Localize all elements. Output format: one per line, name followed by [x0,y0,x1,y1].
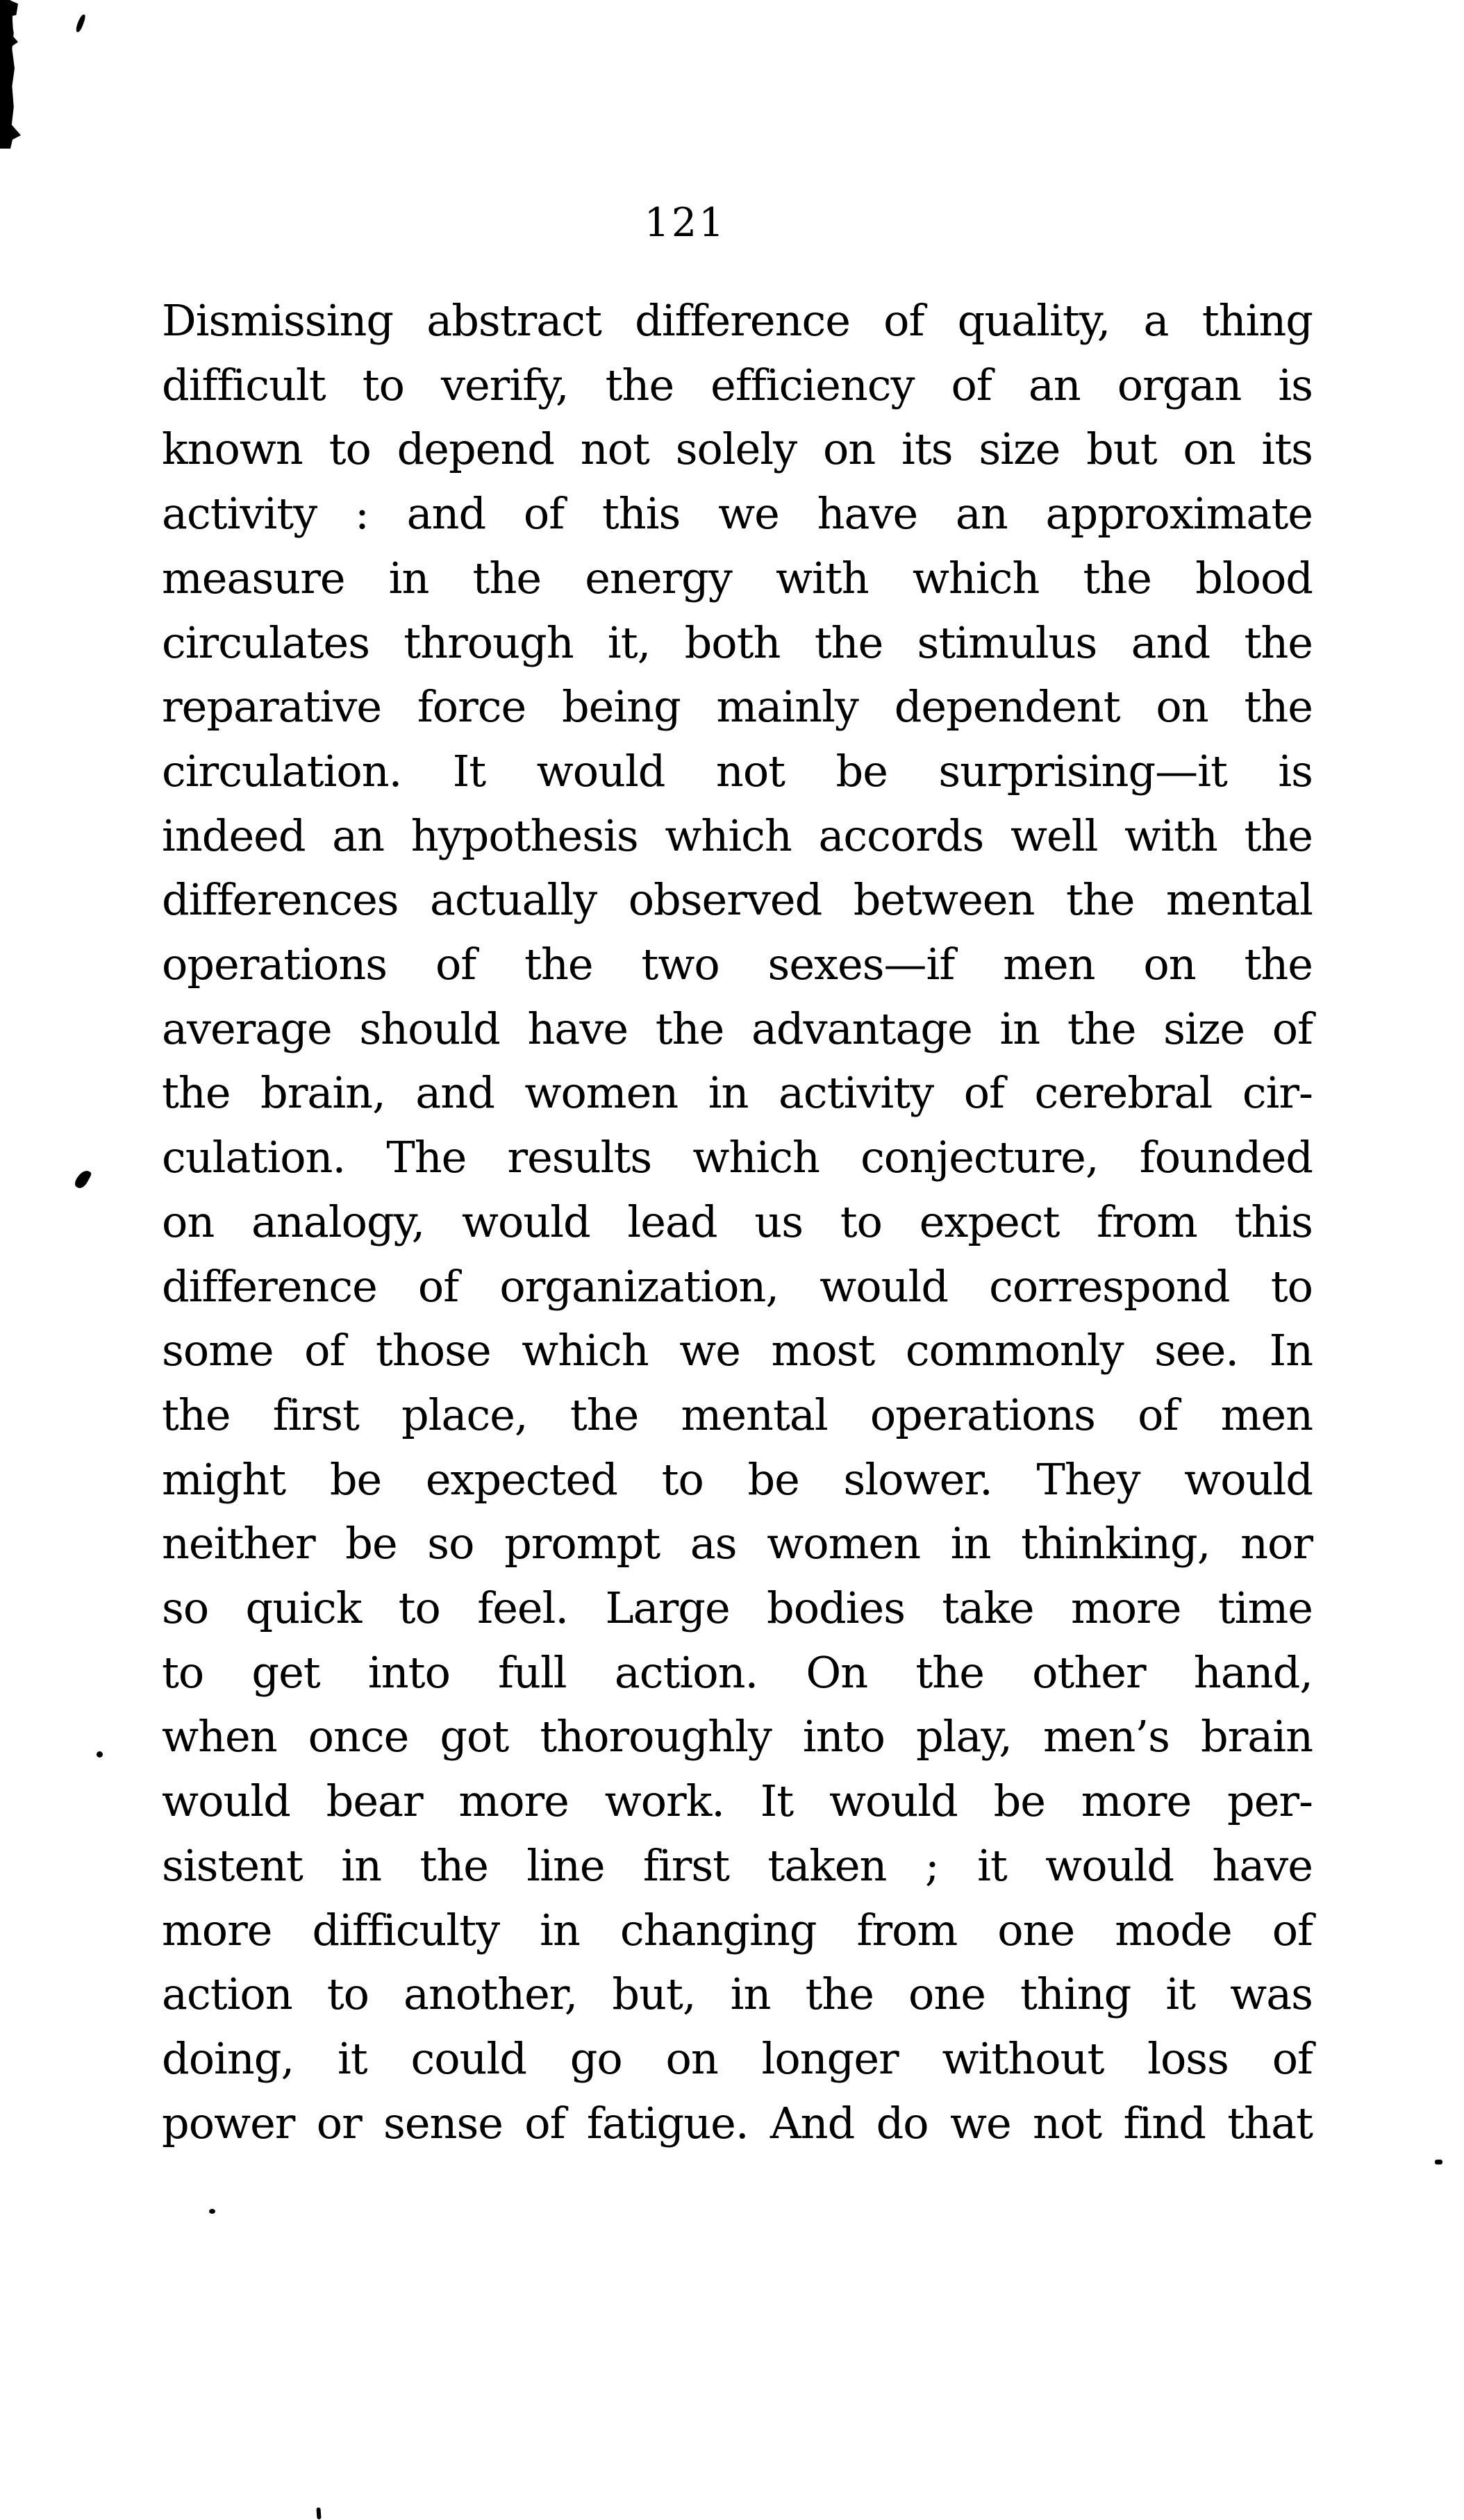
text-line: circulates through it, both the stimulus and the [162,617,1313,668]
text-line: when once got thoroughly into play, men’s brain [162,1711,1313,1762]
text-line: difference of organization, would correspond to [162,1260,1313,1312]
text-line: difficult to verify, the efficiency of an organ is [162,359,1313,410]
page-number: 121 [644,200,726,246]
text-line: known to depend not solely on its size but on its [162,424,1313,475]
text-line: indeed an hypothesis which accords well with the [162,810,1313,861]
scan-artifact-stray-stroke-middle [73,1168,92,1190]
text-line: operations of the two sexes—if men on the [162,939,1313,990]
scan-artifact-stray-stroke-top [75,13,87,33]
text-line: average should have the advantage in the size of [162,1003,1313,1054]
text-line: action to another, but, in the one thing it was [162,1969,1313,2020]
text-line: the brain, and women in activity of cerebral cir- [162,1067,1313,1119]
text-line: so quick to feel. Large bodies take more time [162,1583,1313,1634]
text-line: doing, it could go on longer without loss of [162,2033,1313,2084]
text-line: culation. The results which conjecture, founded [162,1132,1313,1183]
body-text [162,289,1313,2155]
text-line: might be expected to be slower. They would [162,1453,1313,1505]
text-line: the first place, the mental operations of men [162,1389,1313,1440]
text-line: reparative force being mainly dependent on the [162,681,1313,733]
scan-artifact-dot-left [97,1751,103,1758]
text-line: differences actually observed between the mental [162,874,1313,926]
text-line: circulation. It would not be surprising—it is [162,745,1313,796]
text-line: some of those which we most commonly see. In [162,1325,1313,1376]
scan-artifact-dot-bottom [209,2209,215,2214]
text-line: to get into full action. On the other hand, [162,1646,1313,1698]
text-line: more difficulty in changing from one mode of [162,1904,1313,1955]
text-line: would bear more work. It would be more per- [162,1776,1313,1827]
scan-artifact-tick-bottom [316,2508,321,2519]
text-line: neither be so prompt as women in thinking, nor [162,1518,1313,1569]
text-line: activity : and of this we have an approximate [162,488,1313,540]
text-line: Dismissing abstract difference of quality, a thing [162,295,1313,346]
text-line: on analogy, would lead us to expect from this [162,1196,1313,1247]
text-line: sistent in the line first taken ; it would have [162,1839,1313,1891]
scan-artifact-dash-right [1435,2160,1442,2164]
text-line: power or sense of fatigue. And do we not find that [162,2097,1313,2148]
text-line: measure in the energy with which the blood [162,552,1313,603]
